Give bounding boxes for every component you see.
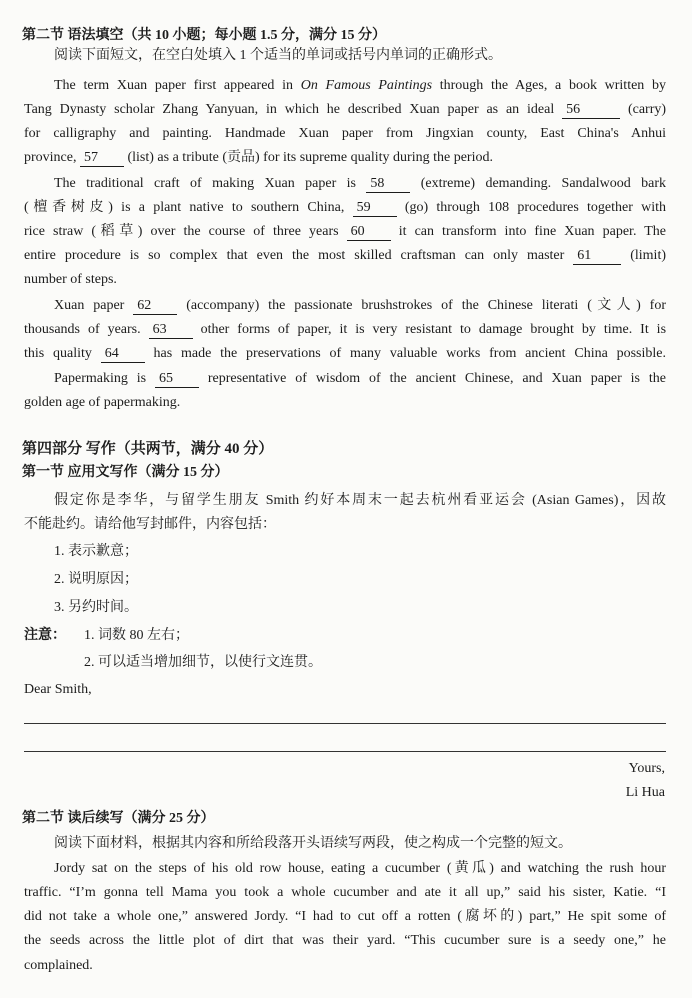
task-line: 不能赴约。请给他写封邮件，内容包括：: [24, 517, 276, 532]
passage-line: for calligraphy and painting. Handmade Xuan paper from Jingxian county, East China's Anhui: [24, 126, 666, 141]
sec2-instruction: 阅读下面材料，根据其内容和所给段落开头语续写两段，使之构成一个完整的短文。: [54, 836, 572, 851]
passage-line: this quality 64 has made the preservations of many valuable works from ancient China possible.: [24, 346, 666, 361]
section2-instruction: 阅读下面短文，在空白处填入 1 个适当的单词或括号内单词的正确形式。: [54, 48, 502, 63]
letter-greeting: Dear Smith,: [24, 682, 92, 697]
blank-60[interactable]: 60: [347, 224, 391, 241]
letter-signature: Li Hua: [625, 785, 665, 800]
passage-line: thousands of years. 63 other forms of paper, it is very resistant to damage brought by time. It is: [24, 322, 667, 337]
blank-65[interactable]: 65: [155, 371, 199, 388]
blank-62[interactable]: 62: [133, 298, 177, 315]
passage-line: rice straw (稻草) over the course of three years 60 it can transform into fine Xuan paper. The: [24, 224, 667, 239]
blank-58[interactable]: 58: [366, 176, 410, 193]
task-item: 1. 表示歉意；: [54, 544, 138, 559]
passage-line: Papermaking is 65 representative of wisdom of the ancient Chinese, and Xuan paper is the: [54, 371, 666, 386]
story-line: did not take a whole one,” answered Jordy. “I had to cut off a rotten (腐坏的) part,” He spit some of: [24, 909, 666, 924]
passage-line: (檀香树皮) is a plant native to southern China, 59 (go) through 108 procedures together with: [24, 200, 667, 215]
task-item: 3. 另约时间。: [54, 600, 138, 615]
passage-line: The traditional craft of making Xuan paper is 58 (extreme) demanding. Sandalwood bark: [54, 176, 666, 191]
blank-63[interactable]: 63: [149, 322, 193, 339]
blank-56[interactable]: 56: [562, 102, 620, 119]
passage-line: Xuan paper 62 (accompany) the passionate brushstrokes of the Chinese literati (文人) for: [54, 298, 667, 313]
story-line: Jordy sat on the steps of his old row house, eating a cucumber (黄瓜) and watching the rush hour: [54, 861, 666, 876]
blank-61[interactable]: 61: [573, 248, 621, 265]
blank-59[interactable]: 59: [353, 200, 397, 217]
part4-heading: 第四部分 写作（共两节，满分 40 分）: [22, 441, 274, 457]
story-line: traffic. “I’m gonna tell Mama you took a whole cucumber and ate it all up,” said his sister, Katie. “I: [24, 885, 666, 900]
part4-sec1-heading: 第一节 应用文写作（满分 15 分）: [22, 465, 229, 480]
letter-closing: Yours,: [628, 761, 665, 776]
passage-line: entire procedure is so complex that even the most skilled craftsman can only master 61 (limit): [24, 248, 666, 263]
blank-57[interactable]: 57: [80, 150, 124, 167]
passage-line: province, 57 (list) as a tribute (贡品) for its supreme quality during the period.: [24, 150, 493, 165]
task-line: 假定你是李华，与留学生朋友 Smith 约好本周末一起去杭州看亚运会 (Asian Games)，因故: [54, 493, 666, 508]
part4-sec2-heading: 第二节 读后续写（满分 25 分）: [22, 811, 215, 826]
section2-heading: 第二节 语法填空（共 10 小题；每小题 1.5 分，满分 15 分）: [22, 28, 386, 43]
passage-line: Tang Dynasty scholar Zhang Yanyuan, in which he described Xuan paper as an ideal 56 (carry): [24, 102, 667, 117]
story-line: complained.: [24, 958, 93, 973]
passage-line: number of steps.: [24, 272, 117, 287]
writing-line[interactable]: [24, 751, 666, 752]
passage-line: golden age of papermaking.: [24, 395, 181, 410]
passage-line: The term Xuan paper first appeared in On Famous Paintings through the Ages, a book written by: [54, 78, 667, 93]
note-item: 1. 词数 80 左右；: [84, 628, 189, 643]
blank-64[interactable]: 64: [101, 346, 145, 363]
writing-line[interactable]: [24, 723, 666, 724]
task-item: 2. 说明原因；: [54, 572, 138, 587]
story-line: the seeds across the little plot of dirt that was their yard. “This cucumber sure is a seedy one,” he: [24, 933, 666, 948]
note-item: 2. 可以适当增加细节，以使行文连贯。: [84, 655, 322, 670]
note-label: 注意：: [24, 628, 66, 643]
